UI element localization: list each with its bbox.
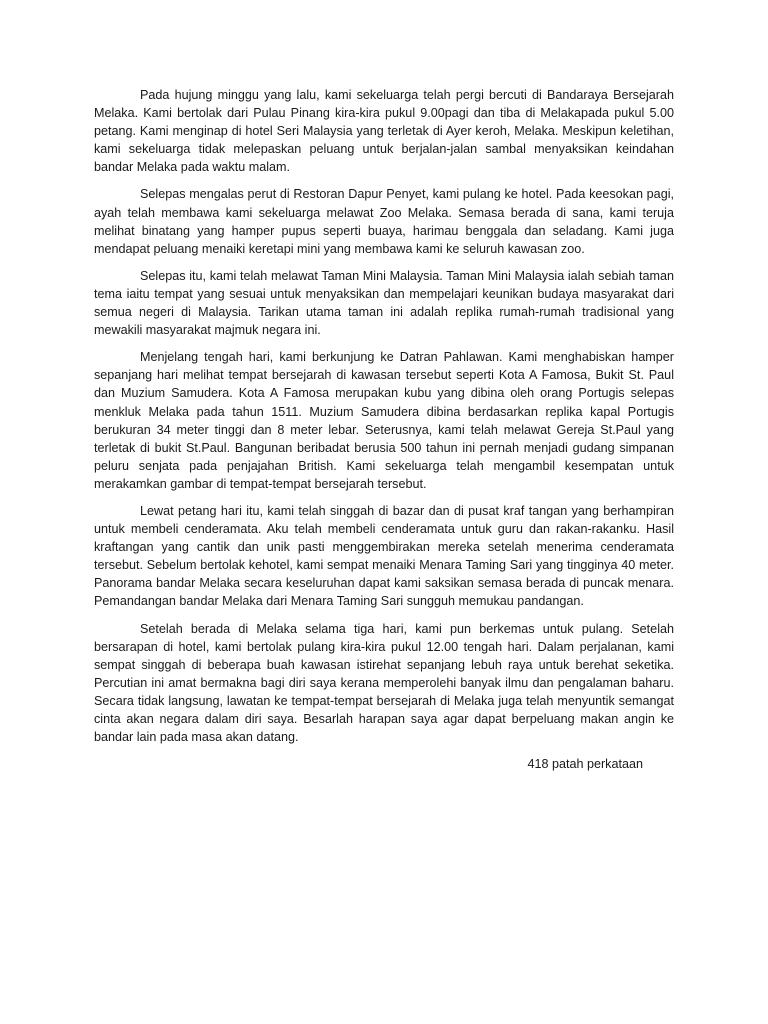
paragraph-4: Menjelang tengah hari, kami berkunjung ke Datran Pahlawan. Kami menghabiskan hamper sepanjang hari melihat tempat bersejarah di kawasan tersebut seperti Kota A Famosa, Bukit St. Paul dan Muzium Samudera. Kota A Famosa merupakan kubu yang dibina oleh orang Portugis selepas menkluk Melaka pada tahun 1511. Muzium Samudera dibina berdasarkan replika kapal Portugis berukuran 34 meter tinggi dan 8 meter lebar. Seterusnya, kami telah melawat Gereja St.Paul yang terletak di bukit St.Paul. Bangunan beribadat berusia 500 tahun ini pernah menjadi gudang simpanan peluru senjata pada penjajahan British. Kami sekeluarga telah mengambil kesempatan untuk merakamkan gambar di tempat-tempat bersejarah tersebut. — [94, 350, 674, 491]
paragraph-2: Selepas mengalas perut di Restoran Dapur Penyet, kami pulang ke hotel. Pada keesokan pagi, ayah telah membawa kami sekeluarga melawat Zoo Melaka. Semasa berada di sana, kami teruja melihat binatang yang hamper pupus seperti buaya, harimau benggala dan seladang. Kami juga mendapat peluang menaiki keretapi mini yang membawa kami ke seluruh kawasan zoo. — [94, 187, 674, 256]
word-count: 418 patah perkataan — [527, 757, 643, 772]
paragraph-1: Pada hujung minggu yang lalu, kami sekeluarga telah pergi bercuti di Bandaraya Bersejarah Melaka. Kami bertolak dari Pulau Pinang kira-kira pukul 9.00pagi dan tiba di Melakapada pukul 5.00 petang. Kami menginap di hotel Seri Malaysia yang terletak di Ayer keroh, Melaka. Meskipun keletihan, kami sekeluarga tidak melepaskan peluang untuk berjalan-jalan sambal menyaksikan keindahan bandar Melaka pada waktu malam. — [94, 88, 674, 175]
document-page — [94, 86, 674, 773]
paragraph-5: Lewat petang hari itu, kami telah singgah di bazar dan di pusat kraf tangan yang berhampiran untuk membeli cenderamata. Aku telah membeli cenderamata untuk guru dan rakan-rakanku. Hasil kraftangan yang cantik dan unik pasti menggembirakan mereka setelah menerima cenderamata tersebut. Sebelum bertolak kehotel, kami sempat menaiki Menara Taming Sari yang tingginya 40 meter. Panorama bandar Melaka secara keseluruhan dapat kami saksikan semasa berada di puncak menara. Pemandangan bandar Melaka dari Menara Taming Sari sungguh memukau pandangan. — [94, 503, 674, 609]
paragraph-3: Selepas itu, kami telah melawat Taman Mini Malaysia. Taman Mini Malaysia ialah sebiah taman tema iaitu tempat yang sesuai untuk menyaksikan dan mempelajari keunikan budaya masyarakat dari semua negeri di Malaysia. Tarikan utama taman ini adalah replika rumah-rumah tradisional yang mewakili masyarakat majmuk negara ini. — [94, 268, 674, 338]
paragraph-6: Setelah berada di Melaka selama tiga hari, kami pun berkemas untuk pulang. Setelah bersarapan di hotel, kami bertolak pulang kira-kira pukul 12.00 tengah hari. Dalam perjalanan, kami sempat singgah di beberapa buah kawasan istirehat sepanjang lebuh raya untuk berehat seketika. Percutian ini amat bermakna bagi diri saya kerana memperolehi banyak ilmu dan pengalaman baharu. Secara tidak langsung, lawatan ke tempat-tempat bersejarah di Melaka juga telah menyuntik semangat cinta akan negara dalam diri saya. Besarlah harapan saya agar dapat berpeluang makan angin ke bandar lain pada masa akan datang. — [94, 621, 674, 745]
